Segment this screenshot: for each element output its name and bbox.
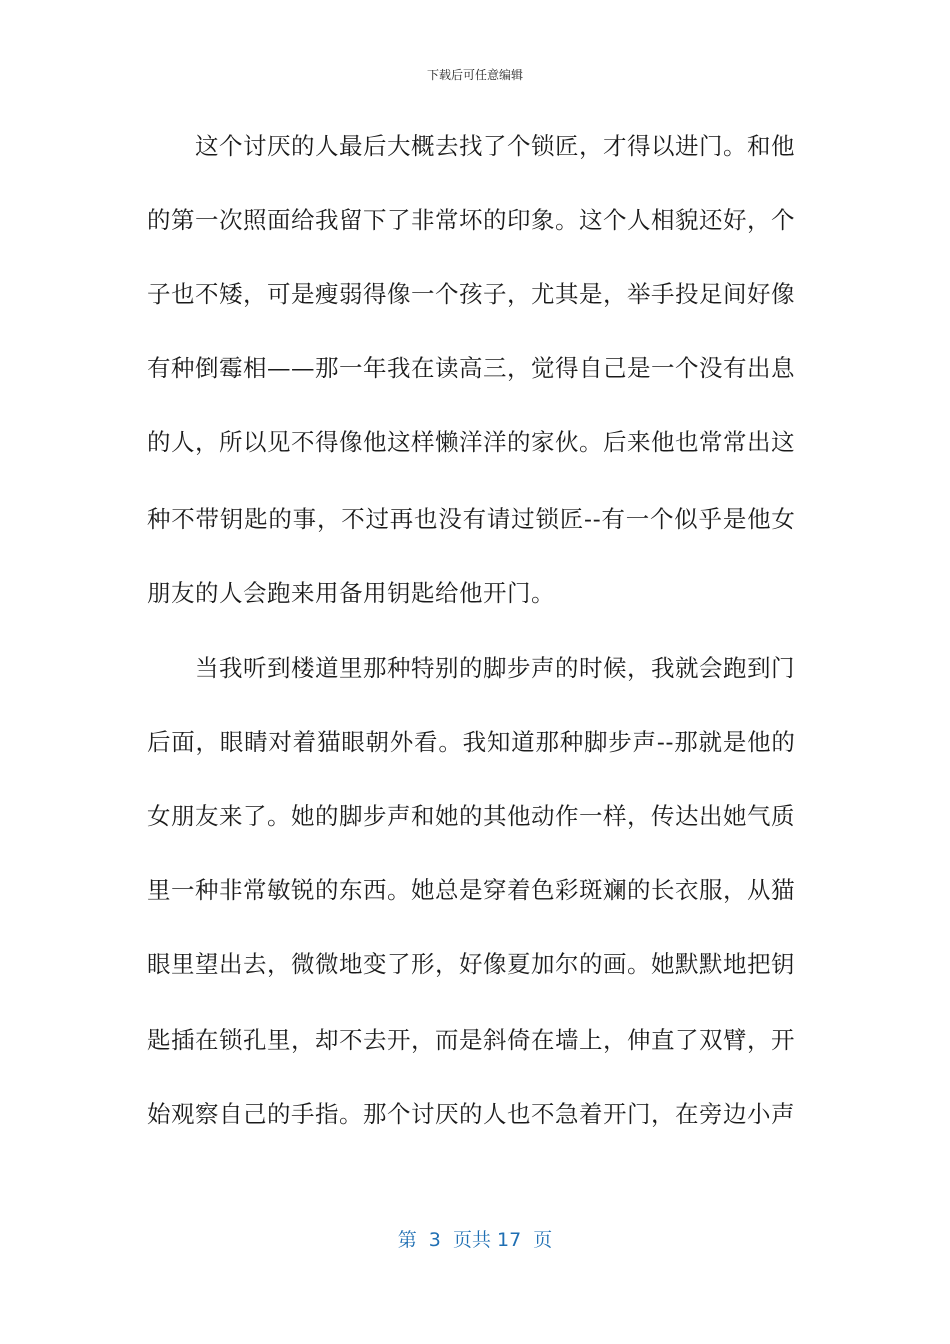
text-line: 里一种非常敏锐的东西。她总是穿着色彩斑斓的长衣服，从猫 xyxy=(147,876,795,904)
text-line: 种不带钥匙的事，不过再也没有请过锁匠--有一个似乎是他女 xyxy=(147,505,796,533)
text-line: 子也不矮，可是瘦弱得像一个孩子，尤其是，举手投足间好像 xyxy=(147,280,795,308)
text-line: 眼里望出去，微微地变了形，好像夏加尔的画。她默默地把钥 xyxy=(147,950,795,978)
text-line: 朋友的人会跑来用备用钥匙给他开门。 xyxy=(147,579,555,607)
text-line: 后面，眼睛对着猫眼朝外看。我知道那种脚步声--那就是他的 xyxy=(147,728,796,756)
page-header-note: 下载后可任意编辑 xyxy=(426,68,523,82)
page-number-footer: 第 3 页共 17 页 xyxy=(397,1229,553,1251)
text-line: 始观察自己的手指。那个讨厌的人也不急着开门，在旁边小声 xyxy=(147,1100,795,1128)
text-line: 这个讨厌的人最后大概去找了个锁匠，才得以进门。和他 xyxy=(147,132,795,160)
text-line: 女朋友来了。她的脚步声和她的其他动作一样，传达出她气质 xyxy=(147,802,795,830)
text-line: 有种倒霉相——那一年我在读高三，觉得自己是一个没有出息 xyxy=(147,354,795,382)
text-line: 的第一次照面给我留下了非常坏的印象。这个人相貌还好，个 xyxy=(147,206,795,234)
text-line: 的人，所以见不得像他这样懒洋洋的家伙。后来他也常常出这 xyxy=(147,428,795,456)
text-line: 匙插在锁孔里，却不去开，而是斜倚在墙上，伸直了双臂，开 xyxy=(147,1026,795,1054)
text-line: 当我听到楼道里那种特别的脚步声的时候，我就会跑到门 xyxy=(147,654,795,682)
